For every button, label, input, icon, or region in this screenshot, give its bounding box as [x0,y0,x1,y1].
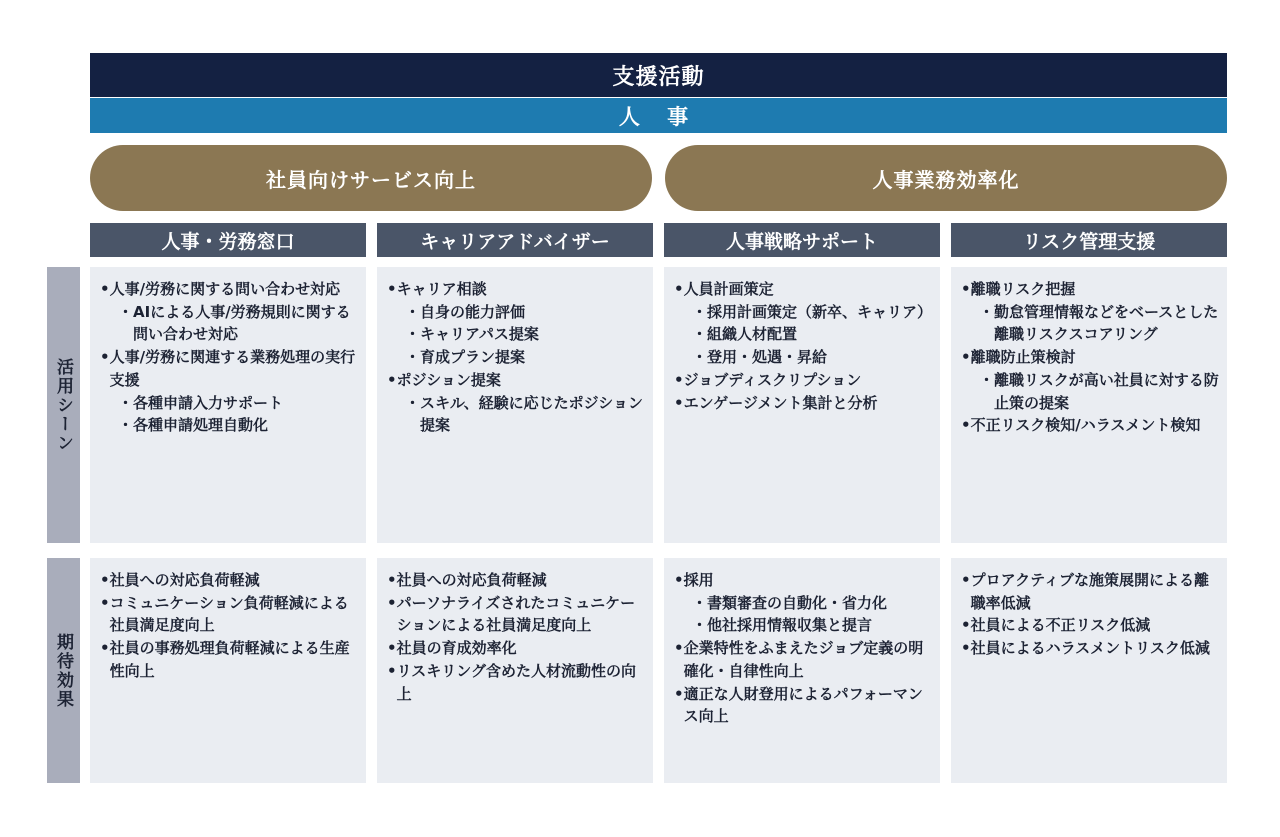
bullet-marker: • [387,370,397,389]
bullet-marker: • [100,639,110,658]
item-text: 社員への対応負荷軽減 [109,571,260,589]
item-text: 社員の育成効率化 [396,639,517,658]
bullet-item [387,660,645,705]
bullet-item [674,278,932,301]
item-text: 人事/労務に関連する業務処理の実行支援 [109,348,356,389]
bullet-item [387,369,645,392]
bullet-item [961,637,1219,660]
item-text: プロアクティブな施策展開による離職率低減 [970,571,1209,612]
item-text: 各種申請入力サポート [133,393,284,412]
item-text: 適正な人財登用によるパフォーマンス向上 [683,684,923,726]
item-text: 勤怠管理情報などをベースとした離職リスクスコアリング [994,302,1219,344]
hr-banner: 人 事 [90,98,1227,133]
item-text: 離職防止策検討 [970,348,1076,367]
item-text: 組織人材配置 [707,325,798,344]
sub-marker: ・ [118,302,134,321]
row-label-effects [47,558,80,783]
bullet-item [674,683,932,728]
bullet-item [387,569,645,592]
sub-marker: ・ [405,325,421,344]
bullet-marker: • [100,348,110,367]
bullet-marker: • [961,616,971,635]
item-text: 人員計画策定 [683,280,774,298]
item-text: コミュニケーション負荷軽減による社員満足度向上 [109,593,349,635]
item-text: AIによる人事/労務規則に関する問い合わせ対応 [133,302,351,344]
item-text: 社員への対応負荷軽減 [396,571,547,589]
bullet-item [100,592,358,637]
sub-marker: ・ [692,616,708,635]
bullet-item [961,614,1219,637]
sub-item [674,346,932,369]
effects-cell-1 [377,558,653,783]
effects-cell-2 [664,558,940,783]
bullet-marker: • [100,571,110,589]
item-text: スキル、経験に応じたポジション提案 [420,393,643,435]
bullet-marker: • [387,661,397,680]
sub-marker: ・ [692,302,708,321]
bullet-item [387,278,645,301]
item-text: 各種申請処理自動化 [133,416,269,435]
bullet-marker: • [100,593,110,612]
item-text: 社員によるハラスメントリスク低減 [970,639,1210,658]
sub-marker: ・ [979,370,995,389]
item-text: 社員による不正リスク低減 [970,616,1151,635]
bullet-item [100,346,358,391]
item-text: キャリアパス提案 [420,325,539,344]
bullet-marker: • [387,639,397,658]
item-text: パーソナライズされたコミュニケーションによる社員満足度向上 [396,593,636,635]
item-text: エンゲージメント集計と分析 [683,393,878,412]
item-text: 育成プラン提案 [420,348,526,367]
sub-marker: ・ [405,393,421,412]
sub-item [387,392,645,437]
bullet-marker: • [674,280,684,298]
bullet-item [674,637,932,682]
bullet-item [961,414,1219,437]
column-header-hr-strategy: 人事戦略サポート [664,223,940,257]
sub-item [100,392,358,415]
bullet-item [961,278,1219,301]
item-text: 登用・処遇・昇給 [707,348,828,367]
use-scenes-cell-0 [90,267,366,543]
bullet-marker: • [100,280,110,298]
item-text: ジョブディスクリプション [683,370,862,389]
item-text: 人事/労務に関する問い合わせ対応 [109,280,341,298]
column-header-risk-management: リスク管理支援 [951,223,1227,257]
use-scenes-cell-3 [951,267,1227,543]
effects-cell-3 [951,558,1227,783]
sub-item [387,301,645,324]
item-text: 採用計画策定（新卒、キャリア） [707,302,933,321]
bullet-marker: • [961,416,971,435]
sub-marker: ・ [692,593,708,612]
item-text: 自身の能力評価 [420,302,526,321]
bullet-marker: • [674,684,684,703]
row-label-use-scenes-text: 活用シーン [53,357,73,453]
bullet-item [674,369,932,392]
item-text: 社員の事務処理負荷軽減による生産性向上 [109,639,350,680]
sub-marker: ・ [405,302,421,321]
item-text: ポジション提案 [396,370,501,389]
bullet-marker: • [387,571,397,589]
sub-item [674,323,932,346]
sub-item [387,346,645,369]
item-text: 企業特性をふまえたジョブ定義の明確化・自律性向上 [683,639,924,680]
item-text: キャリア相談 [396,280,487,298]
bullet-item [674,569,932,592]
column-header-career-advisor: キャリアアドバイザー [377,223,653,257]
sub-marker: ・ [692,325,708,344]
item-text: 採用 [683,571,714,589]
sub-marker: ・ [979,302,995,321]
row-label-effects-text: 期待効果 [53,632,73,709]
item-text: 不正リスク検知/ハラスメント検知 [970,416,1201,435]
bullet-item [961,569,1219,614]
bullet-item [387,637,645,660]
support-activity-banner: 支援活動 [90,53,1227,97]
pill-hr-efficiency: 人事業務効率化 [665,145,1227,211]
sub-item [674,614,932,637]
use-scenes-cell-1 [377,267,653,543]
column-header-hr-desk: 人事・労務窓口 [90,223,366,257]
sub-item [387,323,645,346]
bullet-item [100,637,358,682]
sub-item [674,301,932,324]
effects-cell-0 [90,558,366,783]
row-label-use-scenes [47,267,80,543]
bullet-marker: • [961,639,971,658]
sub-item [100,301,358,346]
item-text: 離職リスク把握 [970,280,1076,298]
sub-item [100,414,358,437]
bullet-marker: • [961,348,971,367]
item-text: リスキリング含めた人材流動性の向上 [396,661,636,703]
bullet-marker: • [674,393,684,412]
sub-item [961,369,1219,414]
bullet-item [674,392,932,415]
sub-item [961,301,1219,346]
sub-marker: ・ [692,348,708,367]
bullet-item [387,592,645,637]
bullet-marker: • [387,280,397,298]
bullet-item [961,346,1219,369]
bullet-marker: • [674,639,684,658]
sub-marker: ・ [118,393,134,412]
use-scenes-cell-2 [664,267,940,543]
pill-employee-service: 社員向けサービス向上 [90,145,652,211]
sub-item [674,592,932,615]
bullet-marker: • [961,280,971,298]
bullet-marker: • [674,571,684,589]
bullet-item [100,569,358,592]
item-text: 他社採用情報収集と提言 [707,616,873,635]
bullet-item [100,278,358,301]
sub-marker: ・ [405,348,421,367]
bullet-marker: • [674,370,684,389]
bullet-marker: • [387,593,397,612]
bullet-marker: • [961,571,971,589]
sub-marker: ・ [118,416,134,435]
item-text: 書類審査の自動化・省力化 [707,593,888,612]
item-text: 離職リスクが高い社員に対する防止策の提案 [994,370,1219,412]
